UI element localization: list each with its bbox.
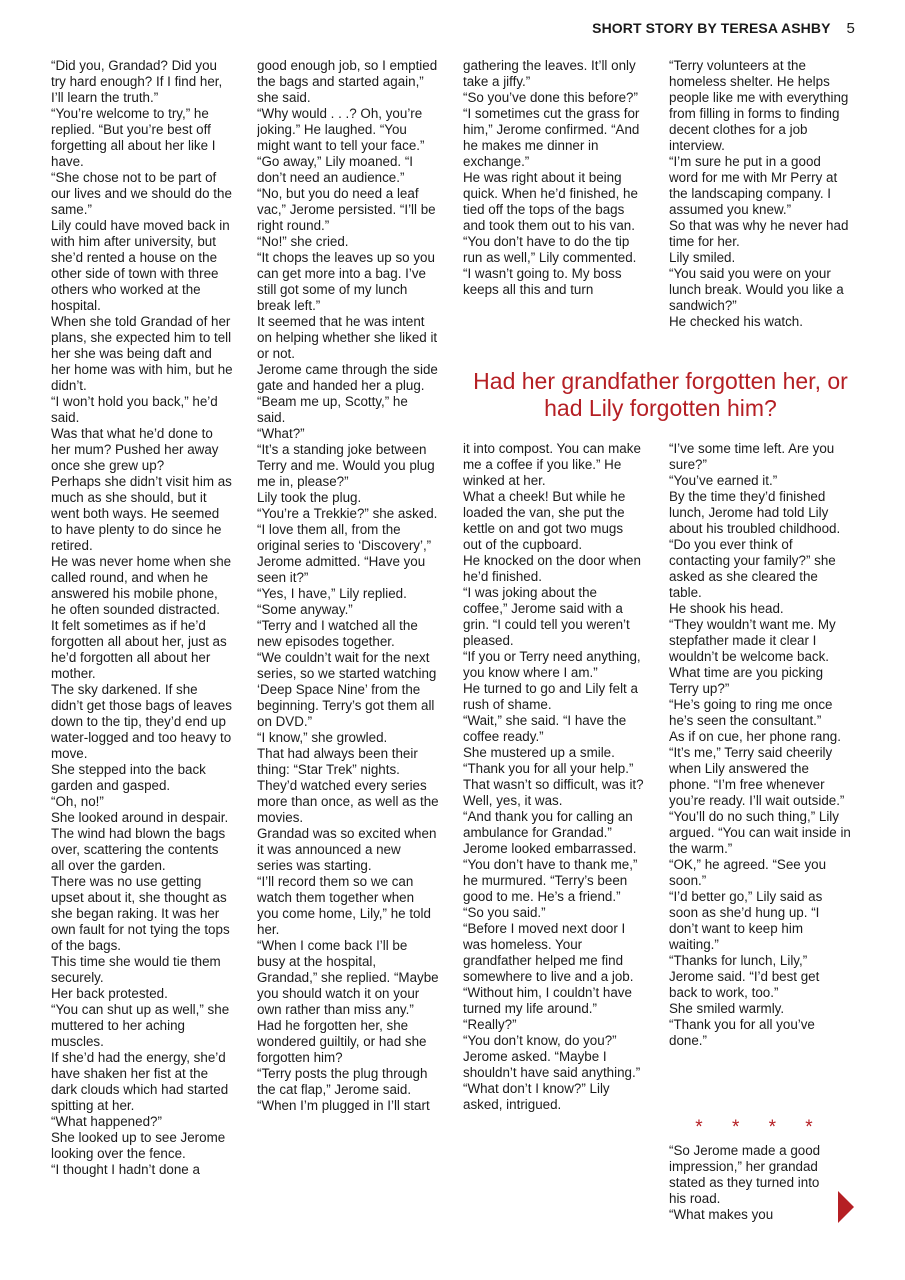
section-divider: * * * * — [695, 1117, 825, 1138]
continue-arrow-icon — [838, 1191, 854, 1223]
text-column-4-end: “So Jerome made a good impression,” her grandad stated as they turned into his road. “What makes you — [669, 1143, 821, 1222]
story-byline: SHORT STORY BY TERESA ASHBY — [592, 20, 831, 36]
text-column-4-top: “Terry volunteers at the homeless shelter. He helps people like me with everything from filling in forms to finding decent clothes for a job interview. “I’m sure he put in a good word for me with Mr Perry at the landscaping company. I assumed you knew.” So that was why he never had time for her. Lily smiled. “You said you were on your lunch break. Would you like a sandwich?” He checked his watch. — [669, 58, 849, 329]
text-column-2: good enough job, so I emptied the bags and started again,” she said. “Why would . . .? Oh, you’re joking.” He laughed. “You might want to tell your face.” “Go away,” Lily moaned. “I don’t need an audience.” “No, but you do need a leaf vac,” Jerome persisted. “I’ll be right round.” “No!” she cried. “It chops the leaves up so you can get more into a bag. I’ve still got some of my lunch break left.” It seemed that he was intent on helping whether she liked it or not. Jerome came through the side gate and handed her a plug. “Beam me up, Scotty,” he said. “What?” “It’s a standing joke between Terry and me. Would you plug me in, please?” Lily took the plug. “You’re a Trekkie?” she asked. “I love them all, from the original series to ‘Discovery’,” Jerome admitted. “Have you seen it?” “Yes, I have,” Lily replied. “Some anyway.” “Terry and I watched all the new episodes together. “We couldn’t wait for the next series, so we started watching ‘Deep Space Nine’ from the beginning. Terry’s got them all on DVD.” “I know,” she growled. That had always been their thing: “Star Trek” nights. They’d watched every series more than once, as well as the movies. Grandad was so excited when it was announced a new series was starting. “I’ll record them so we can watch them together when you come home, Lily,” he told her. “When I come back I’ll be busy at the hospital, Grandad,” she replied. “Maybe you should watch it on your own rather than miss any.” Had he forgotten her, she wondered guiltily, or had she forgotten him? “Terry posts the plug through the cat flap,” Jerome said. “When I’m plugged in I’ll start — [257, 58, 439, 1113]
page-header — [592, 20, 855, 37]
page-number: 5 — [846, 20, 855, 37]
text-column-3-top: gathering the leaves. It’ll only take a jiffy.” “So you’ve done this before?” “I sometimes cut the grass for him,” Jerome confirmed. “And he makes me dinner in exchange.” He was right about it being quick. When he’d finished, he tied off the tops of the bags and took them out to his van. “You don’t have to do the tip run as well,” Lily commented. “I wasn’t going to. My boss keeps all this and turn — [463, 58, 640, 297]
pull-quote: Had her grandfather forgotten her, or had Lily forgotten him? — [473, 368, 848, 421]
text-column-4-bottom: “I’ve some time left. Are you sure?” “You’ve earned it.” By the time they’d finished lunch, Jerome had told Lily about his troubled childhood. “Do you ever think of contacting your family?” she asked as she cleared the table. He shook his head. “They wouldn’t want me. My stepfather made it clear I wouldn’t be welcome back. What time are you picking Terry up?” “He’s going to ring me once he’s seen the consultant.” As if on cue, her phone rang. “It’s me,” Terry said cheerily when Lily answered the phone. “I’m free whenever you’re ready. I’ll wait outside.” “You’ll do no such thing,” Lily argued. “You can wait inside in the warm.” “OK,” he agreed. “See you soon.” “I’d better go,” Lily said as soon as she’d hung up. “I don’t want to keep him waiting.” “Thanks for lunch, Lily,” Jerome said. “I’d best get back to work, too.” She smiled warmly. “Thank you for all you’ve done.” — [669, 441, 851, 1048]
text-column-1: “Did you, Grandad? Did you try hard enough? If I find her, I’ll learn the truth.” “You’re welcome to try,” he replied. “But you’re best off forgetting all about her like I have. “She chose not to be part of our lives and we should do the same.” Lily could have moved back in with him after university, but she’d rented a house on the other side of town with three others who worked at the hospital. When she told Grandad of her plans, she expected him to tell her she was being daft and her home was with him, but he didn’t. “I won’t hold you back,” he’d said. Was that what he’d done to her mum? Pushed her away once she grew up? Perhaps she didn’t visit him as much as she should, but it went both ways. He seemed to have plenty to do since he retired. He was never home when she called round, and when he answered his mobile phone, he often sounded distracted. It felt sometimes as if he’d forgotten all about her, just as he’d forgotten all about her mother. The sky darkened. If she didn’t get those bags of leaves down to the tip, they’d end up water-logged and too heavy to move. She stepped into the back garden and gasped. “Oh, no!” She looked around in despair. The wind had blown the bags over, scattering the contents all over the garden. There was no use getting upset about it, she thought as she began raking. It was her own fault for not tying the tops of the bags. This time she would tie them securely. Her back protested. “You can shut up as well,” she muttered to her aching muscles. If she’d had the energy, she’d have shaken her fist at the dark clouds which had started spitting at her. “What happened?” She looked up to see Jerome looking over the fence. “I thought I hadn’t done a — [51, 58, 233, 1177]
text-column-3-bottom: it into compost. You can make me a coffee if you like.” He winked at her. What a cheek! But while he loaded the van, she put the kettle on and got two mugs out of the cupboard. He knocked on the door when he’d finished. “I was joking about the coffee,” Jerome said with a grin. “I could tell you weren’t pleased. “If you or Terry need anything, you know where I am.” He turned to go and Lily felt a rush of shame. “Wait,” she said. “I have the coffee ready.” She mustered up a smile. “Thank you for all your help.” That wasn’t so difficult, was it? Well, yes, it was. “And thank you for calling an ambulance for Grandad.” Jerome looked embarrassed. “You don’t have to thank me,” he murmured. “Terry’s been good to me. He’s a friend.” “So you said.” “Before I moved next door I was homeless. Your grandfather helped me find somewhere to live and a job. “Without him, I couldn’t have turned my life around.” “Really?” “You don’t know, do you?” Jerome asked. “Maybe I shouldn’t have said anything.” “What don’t I know?” Lily asked, intrigued. — [463, 441, 644, 1112]
